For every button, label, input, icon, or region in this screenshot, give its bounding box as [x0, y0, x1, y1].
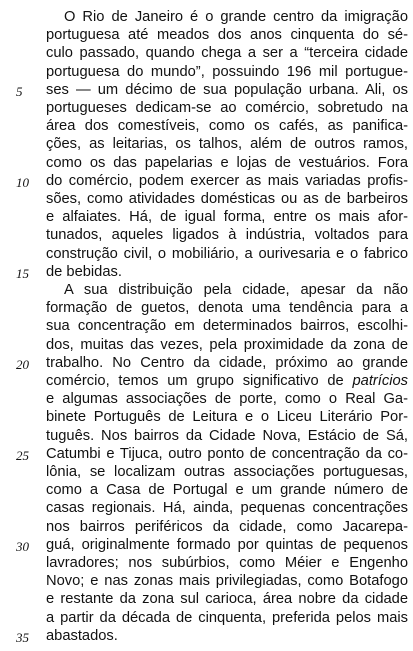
- text-line: lavradores; nos subúrbios, como Méier e Engenho: [46, 555, 408, 571]
- text-line: construção civil, o mobiliário, a ourivesaria e o fabrico: [46, 245, 408, 262]
- text-line: sua concentração em determinados bairros, escolhi-: [46, 318, 408, 335]
- italic-word: patrícios: [352, 373, 408, 389]
- text-line: guá, originalmente formado por quintas de pequenos: [46, 536, 408, 553]
- text-line: dos, muitas das vezes, pela proximidade da zona de: [46, 336, 408, 353]
- text-line: como os das papelarias e lojas de vestuários. Fora: [46, 154, 408, 171]
- text-line: como a Casa de Portugal e um grande número de: [46, 482, 408, 499]
- text-line: Novo; e nas zonas mais privilegiadas, como Botafogo: [46, 573, 408, 590]
- text-line: culo passado, quando chega a ser a “terceira cidade: [46, 45, 408, 62]
- text-line: a partir da década de cinquenta, preferida pelos mais: [46, 609, 408, 626]
- text-line: área dos comestíveis, como os cafés, as panifica-: [46, 118, 408, 135]
- line-number: 10: [16, 174, 29, 190]
- line-number: 15: [16, 265, 29, 281]
- line-number: 35: [16, 629, 29, 645]
- text-line: ses — um décimo de sua população urbana. Ali, os: [46, 81, 408, 98]
- text-line: e alfaiates. Há, de igual forma, entre os mais afor-: [46, 209, 408, 226]
- text-line: e restante da zona sul carioca, área nobre da cidade: [46, 591, 408, 608]
- text-line: portuguesa do mundo”, possuindo 196 mil portugue-: [46, 63, 408, 80]
- text-line: ções, as leitarias, os talhos, além de outros ramos,: [46, 136, 408, 153]
- text-line: binete Português de Leitura e o Liceu Literário Por-: [46, 409, 408, 426]
- text-line: portuguesa até meados dos anos cinquenta do sé-: [46, 27, 408, 44]
- text-line: abastados.: [46, 627, 118, 644]
- text-line: portugueses dedicam-se ao comércio, sobretudo na: [46, 100, 408, 116]
- text-line: tuguês. Nos bairros da Cidade Nova, Estácio de Sá,: [46, 427, 408, 444]
- text-line: lônia, se localizam outras associações portuguesas,: [46, 464, 408, 480]
- text-line: nos bairros periféricos da cidade, como Jacarepa-: [46, 518, 408, 535]
- line-number: 30: [16, 538, 29, 554]
- text-line: sões, como atividades domésticas ou as de barbeiros: [46, 191, 408, 207]
- text-line: tunados, aqueles ligados à indústria, voltados para: [46, 227, 408, 244]
- text-line-with-italic: [46, 372, 408, 390]
- text-line: trabalho. No Centro da cidade, próximo ao grande: [46, 354, 408, 371]
- line-number: 25: [16, 447, 29, 463]
- text-line: Catumbi e Tijuca, outro ponto de concentração da co-: [46, 445, 408, 462]
- text-line: A sua distribuição pela cidade, apesar da não: [64, 282, 408, 298]
- line-number: 5: [16, 83, 23, 99]
- text-line: e algumas associações de porte, como o Real Ga-: [46, 391, 408, 408]
- text-line-part: comércio, temos um grupo significativo de: [46, 373, 353, 389]
- line-number: 20: [16, 356, 29, 372]
- text-line: O Rio de Janeiro é o grande centro da imigração: [64, 9, 408, 25]
- text-line: formação de guetos, denota uma tendência para a: [46, 300, 408, 317]
- text-line: do comércio, podem exercer as mais variadas profis-: [46, 172, 408, 189]
- text-line: casas regionais. Há, ainda, pequenas concentrações: [46, 500, 408, 517]
- text-line: de bebidas.: [46, 263, 122, 280]
